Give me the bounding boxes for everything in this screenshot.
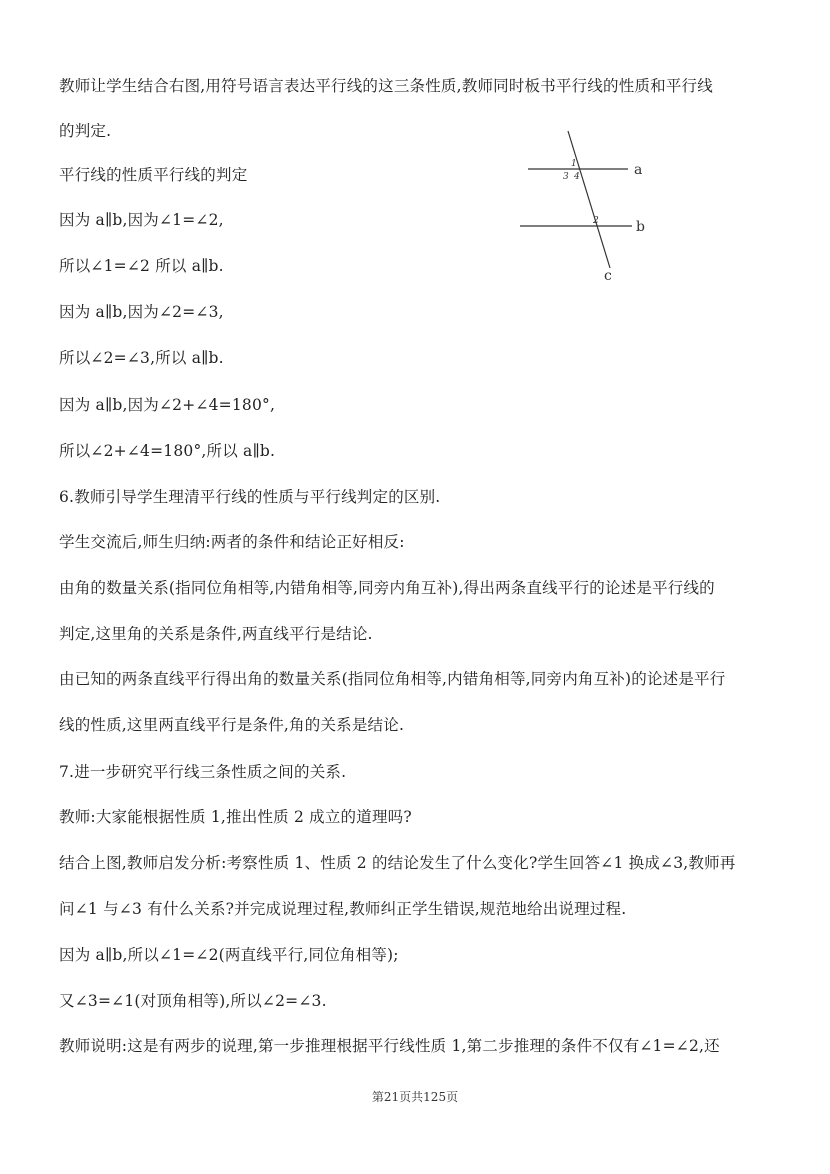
text-line-22: 教师说明:这是有两步的说理,第一步推理根据平行线性质 1,第二步推理的条件不仅有∠1=∠2,还 xyxy=(59,1037,720,1055)
line-c xyxy=(568,131,610,268)
text-line-4: 因为 a∥b,因为∠1=∠2, xyxy=(59,211,224,229)
angle-label-2: 2 xyxy=(593,216,599,226)
angle-label-4: 4 xyxy=(574,172,580,182)
watermark xyxy=(267,331,372,458)
text-line-6: 因为 a∥b,因为∠2=∠3, xyxy=(59,303,224,321)
page-footer: 第21页共125页 xyxy=(371,1090,459,1104)
text-line-8: 因为 a∥b,因为∠2+∠4=180°, xyxy=(59,396,276,414)
text-line-14: 由已知的两条直线平行得出角的数量关系(指同位角相等,内错角相等,同旁内角互补)的论述是平行 xyxy=(59,670,726,688)
text-line-1: 教师让学生结合右图,用符号语言表达平行线的这三条性质,教师同时板书平行线的性质和平行线 xyxy=(59,77,713,95)
text-line-18: 结合上图,教师启发分析:考察性质 1、性质 2 的结论发生了什么变化?学生回答∠1 换成∠3,教师再 xyxy=(59,854,736,872)
text-line-9: 所以∠2+∠4=180°,所以 a∥b. xyxy=(59,442,276,460)
parallel-lines-figure xyxy=(510,120,670,290)
text-line-17: 教师:大家能根据性质 1,推出性质 2 成立的道理吗? xyxy=(59,808,412,826)
label-b: b xyxy=(636,219,645,235)
text-line-21: 又∠3=∠1(对顶角相等),所以∠2=∠3. xyxy=(59,992,327,1010)
text-line-16: 7.进一步研究平行线三条性质之间的关系. xyxy=(59,763,347,781)
text-line-10: 6.教师引导学生理清平行线的性质与平行线判定的区别. xyxy=(59,488,441,506)
angle-label-1: 1 xyxy=(571,159,577,169)
text-line-7: 所以∠2=∠3,所以 a∥b. xyxy=(59,349,224,367)
text-line-15: 线的性质,这里两直线平行是条件,角的关系是结论. xyxy=(59,716,405,734)
label-a: a xyxy=(634,162,643,178)
text-line-13: 判定,这里角的关系是条件,两直线平行是结论. xyxy=(59,625,373,643)
text-line-12: 由角的数量关系(指同位角相等,内错角相等,同旁内角互补),得出两条直线平行的论述是平行线的 xyxy=(59,579,715,597)
text-line-11: 学生交流后,师生归纳:两者的条件和结论正好相反: xyxy=(59,533,405,551)
label-c: c xyxy=(604,268,612,284)
text-line-3: 平行线的性质平行线的判定 xyxy=(59,166,248,184)
text-line-2: 的判定. xyxy=(59,122,112,140)
angle-label-3: 3 xyxy=(563,172,569,182)
text-line-5: 所以∠1=∠2 所以 a∥b. xyxy=(59,257,224,275)
text-line-19: 问∠1 与∠3 有什么关系?并完成说理过程,教师纠正学生错误,规范地给出说理过程. xyxy=(59,900,627,918)
text-line-20: 因为 a∥b,所以∠1=∠2(两直线平行,同位角相等); xyxy=(59,946,399,964)
